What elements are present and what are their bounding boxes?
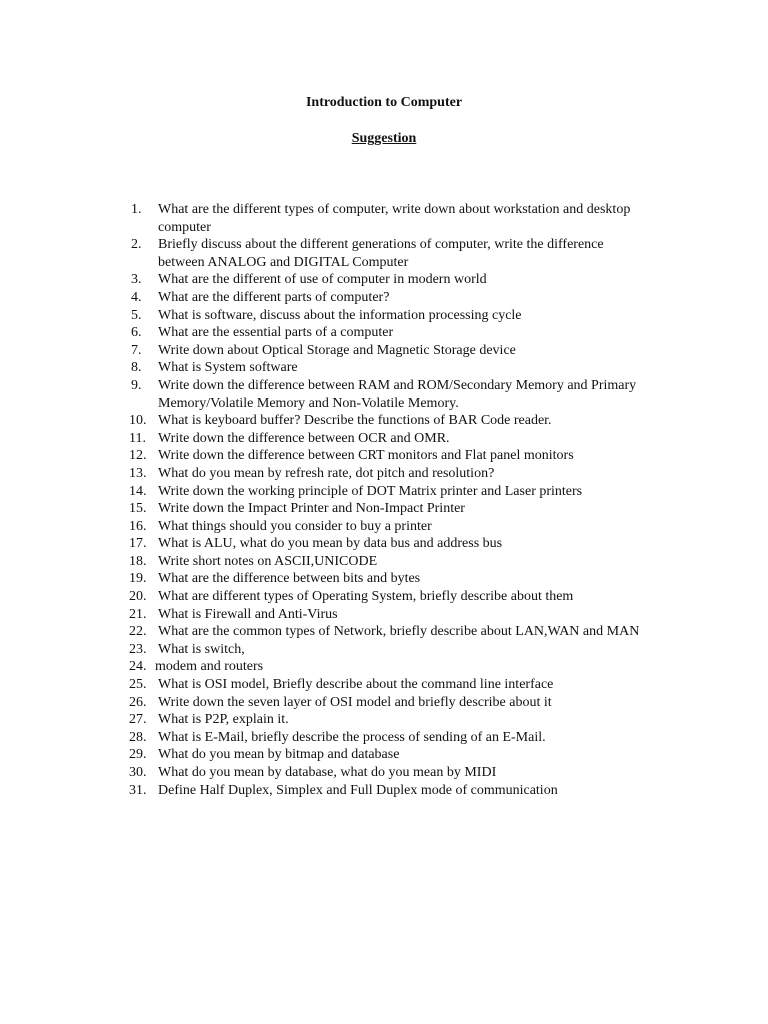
question-item: [131, 641, 651, 659]
question-text: What are the different parts of computer?: [158, 289, 390, 305]
question-item: [131, 412, 651, 430]
question-item: [131, 535, 651, 553]
question-number: 18.: [129, 553, 147, 569]
question-number: 1.: [131, 202, 142, 217]
question-text: What do you mean by database, what do you mean by MIDI: [158, 765, 497, 780]
question-item: [131, 201, 651, 236]
question-text: What things should you consider to buy a printer: [158, 518, 432, 534]
question-item: [131, 606, 651, 624]
question-item: [131, 729, 651, 747]
question-number: 26.: [129, 694, 147, 710]
question-text: What do you mean by refresh rate, dot pitch and resolution?: [158, 465, 495, 481]
question-number: 5.: [131, 307, 142, 323]
question-text: Briefly discuss about the different generations of computer, write the difference between ANALOG and DIGITAL Computer: [158, 237, 604, 270]
question-text: Write down the working principle of DOT Matrix printer and Laser printers: [158, 483, 583, 499]
question-text: What are different types of Operating System, briefly describe about them: [158, 589, 574, 605]
question-text: What are the different of use of computer in modern world: [158, 272, 487, 288]
question-text: What is P2P, explain it.: [158, 712, 289, 728]
question-number: 10.: [129, 413, 147, 429]
question-item: [131, 764, 651, 782]
question-item: [131, 447, 651, 465]
question-number: 31.: [129, 782, 147, 798]
question-item: [131, 553, 651, 571]
question-number: 25.: [129, 677, 147, 693]
question-number: 19.: [129, 571, 147, 587]
question-text: What is Firewall and Anti-Virus: [158, 606, 338, 622]
question-number: 14.: [129, 483, 147, 499]
question-number: 16.: [129, 518, 147, 534]
question-text: What is ALU, what do you mean by data bus and address bus: [158, 536, 503, 552]
question-text: What do you mean by bitmap and database: [158, 747, 400, 763]
question-number: 8.: [131, 360, 142, 376]
question-item: [131, 359, 651, 377]
question-text: Write down the Impact Printer and Non-Impact Printer: [158, 501, 465, 517]
question-text: Write short notes on ASCII,UNICODE: [158, 553, 378, 569]
question-item: [131, 483, 651, 501]
question-number: 7.: [131, 342, 142, 358]
question-item: [131, 289, 651, 307]
question-text: Write down the seven layer of OSI model and briefly describe about it: [158, 694, 552, 710]
question-number: 24.: [129, 659, 147, 675]
question-item: [131, 465, 651, 483]
question-text: What is E-Mail, briefly describe the process of sending of an E-Mail.: [158, 729, 546, 745]
question-number: 3.: [131, 272, 142, 288]
question-item: [131, 676, 651, 694]
question-number: 6.: [131, 325, 142, 341]
question-number: 21.: [129, 606, 147, 622]
question-item: [131, 377, 651, 412]
question-text: What is software, discuss about the information processing cycle: [158, 307, 522, 323]
question-item: [131, 782, 651, 800]
question-number: 28.: [129, 729, 147, 745]
question-text: modem and routers: [155, 659, 264, 675]
question-number: 4.: [131, 289, 142, 305]
question-number: 11.: [129, 430, 146, 446]
question-item: [131, 694, 651, 712]
question-item: [131, 746, 651, 764]
question-item: [131, 430, 651, 448]
question-number: 30.: [129, 765, 147, 780]
question-item: [131, 658, 651, 676]
question-number: 20.: [129, 589, 147, 605]
question-item: [131, 500, 651, 518]
question-item: [131, 342, 651, 360]
question-text: What are the essential parts of a computer: [158, 325, 394, 341]
question-number: 27.: [129, 712, 147, 728]
question-item: [131, 271, 651, 289]
question-item: [131, 518, 651, 536]
question-number: 15.: [129, 501, 147, 517]
question-text: Write down about Optical Storage and Magnetic Storage device: [158, 342, 516, 358]
question-item: [131, 623, 651, 641]
question-item: [131, 570, 651, 588]
question-text: What is keyboard buffer? Describe the functions of BAR Code reader.: [158, 413, 552, 429]
question-text: What are the common types of Network, briefly describe about LAN,WAN and MAN: [158, 624, 640, 640]
question-number: 17.: [129, 536, 147, 552]
question-number: 12.: [129, 448, 147, 464]
question-number: 23.: [129, 641, 147, 657]
question-text: Write down the difference between OCR and OMR.: [158, 430, 450, 446]
question-item: [131, 711, 651, 729]
question-item: [131, 236, 651, 271]
document-subtitle: Suggestion: [351, 131, 417, 146]
question-text: What are the different types of computer, write down about workstation and desktop computer: [158, 202, 631, 235]
question-text: What is OSI model, Briefly describe about the command line interface: [158, 677, 554, 693]
question-text: What is switch,: [158, 641, 245, 657]
question-item: [131, 588, 651, 606]
question-number: 13.: [129, 465, 147, 481]
question-item: [131, 307, 651, 325]
document-title: Introduction to Computer: [305, 95, 463, 110]
question-text: What are the difference between bits and bytes: [158, 571, 421, 587]
question-list: [131, 201, 651, 799]
question-text: Define Half Duplex, Simplex and Full Duplex mode of communication: [158, 782, 558, 798]
question-text: What is System software: [158, 360, 298, 376]
question-number: 22.: [129, 624, 147, 640]
question-text: Write down the difference between RAM and ROM/Secondary Memory and Primary Memory/Volatile Memory and Non-Volatile Memory.: [158, 377, 637, 411]
question-text: Write down the difference between CRT monitors and Flat panel monitors: [158, 448, 574, 464]
question-number: 2.: [131, 237, 142, 253]
question-item: [131, 324, 651, 342]
question-number: 29.: [129, 747, 147, 763]
question-number: 9.: [131, 377, 142, 393]
